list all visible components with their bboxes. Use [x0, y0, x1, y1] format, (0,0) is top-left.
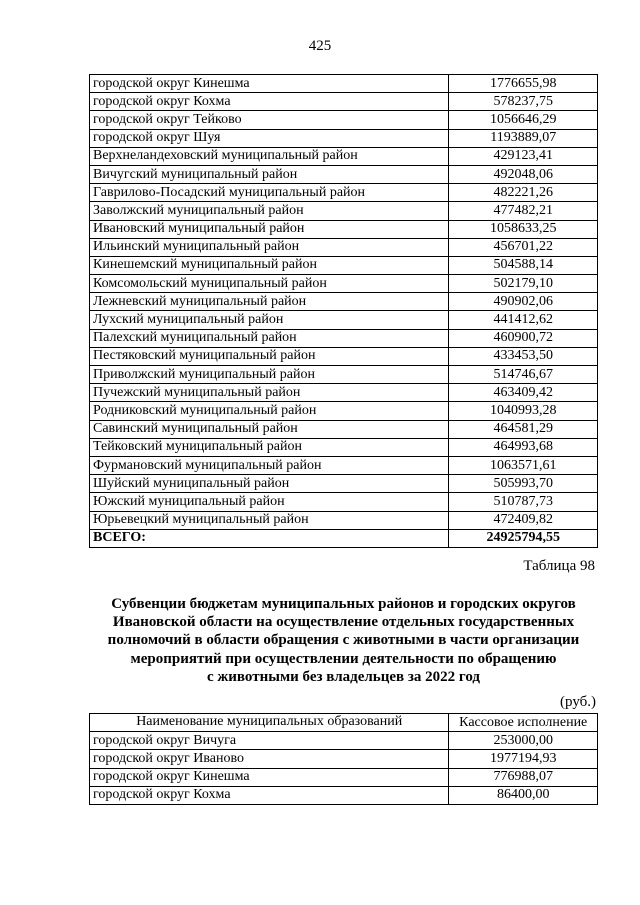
- table-row: [90, 238, 598, 256]
- amount-value: 463409,42: [449, 384, 598, 402]
- municipality-name: Лухский муниципальный район: [90, 311, 449, 329]
- municipality-name: Палехский муниципальный район: [90, 329, 449, 347]
- amount-value: 1063571,61: [449, 456, 598, 474]
- table-row: [90, 420, 598, 438]
- table-row: [90, 184, 598, 202]
- column-header-value: Кассовое исполнение: [449, 714, 598, 732]
- table-row: [90, 75, 598, 93]
- municipality-name: городской округ Тейково: [90, 111, 449, 129]
- municipality-name: Ивановский муниципальный район: [90, 220, 449, 238]
- municipality-name: городской округ Кохма: [90, 786, 449, 804]
- table-row: [90, 111, 598, 129]
- table-row: [90, 402, 598, 420]
- table-row: [90, 129, 598, 147]
- page-number: 425: [308, 38, 332, 54]
- municipality-name: Шуйский муниципальный район: [90, 475, 449, 493]
- table-row: [90, 384, 598, 402]
- table-row: [90, 202, 598, 220]
- municipality-name: городской округ Иваново: [90, 750, 449, 768]
- municipality-name: городской округ Кинешма: [90, 75, 449, 93]
- table-row: [90, 768, 598, 786]
- heading-line: с животными без владельцев за 2022 год: [207, 668, 480, 685]
- amount-value: 86400,00: [449, 786, 598, 804]
- heading-line: Субвенции бюджетам муниципальных районов и городских округов: [111, 596, 576, 612]
- municipality-name: Верхнеландеховский муниципальный район: [90, 147, 449, 165]
- table-header-row: [90, 714, 598, 732]
- municipality-name: Ильинский муниципальный район: [90, 238, 449, 256]
- amount-value: 490902,06: [449, 293, 598, 311]
- column-header-name: Наименование муниципальных образований: [90, 714, 449, 732]
- amount-value: 477482,21: [449, 202, 598, 220]
- table-row: [90, 438, 598, 456]
- municipality-name: Фурмановский муниципальный район: [90, 456, 449, 474]
- municipality-name: Савинский муниципальный район: [90, 420, 449, 438]
- amount-value: 492048,06: [449, 165, 598, 183]
- municipality-name: городской округ Шуя: [90, 129, 449, 147]
- table-row: [90, 93, 598, 111]
- amount-value: 464581,29: [449, 420, 598, 438]
- amount-value: 504588,14: [449, 256, 598, 274]
- municipality-name: городской округ Кинешма: [90, 768, 449, 786]
- table-row: [90, 347, 598, 365]
- municipality-name: Приволжский муниципальный район: [90, 366, 449, 384]
- amount-value: 776988,07: [449, 768, 598, 786]
- table-row: [90, 786, 598, 804]
- municipality-name: Родниковский муниципальный район: [90, 402, 449, 420]
- amount-value: 429123,41: [449, 147, 598, 165]
- amount-value: 441412,62: [449, 311, 598, 329]
- table-row: [90, 311, 598, 329]
- amount-value: 514746,67: [449, 366, 598, 384]
- total-label: ВСЕГО:: [90, 529, 449, 547]
- subsidy-table-continued: [89, 74, 598, 548]
- table-row: [90, 493, 598, 511]
- table-row: [90, 256, 598, 274]
- unit-label: (руб.): [560, 694, 596, 710]
- municipality-name: Юрьевецкий муниципальный район: [90, 511, 449, 529]
- municipality-name: городской округ Вичуга: [90, 732, 449, 750]
- table-row: [90, 511, 598, 529]
- municipality-name: Вичугский муниципальный район: [90, 165, 449, 183]
- municipality-name: Пучежский муниципальный район: [90, 384, 449, 402]
- municipality-name: Пестяковский муниципальный район: [90, 347, 449, 365]
- municipality-name: Лежневский муниципальный район: [90, 293, 449, 311]
- table-row: [90, 732, 598, 750]
- table-row: [90, 475, 598, 493]
- amount-value: 510787,73: [449, 493, 598, 511]
- municipality-name: Заволжский муниципальный район: [90, 202, 449, 220]
- table-row: [90, 275, 598, 293]
- municipality-name: Тейковский муниципальный район: [90, 438, 449, 456]
- municipality-name: городской округ Кохма: [90, 93, 449, 111]
- total-row: [90, 529, 598, 547]
- total-value: 24925794,55: [449, 529, 598, 547]
- table-row: [90, 220, 598, 238]
- heading-line: Ивановской области на осуществление отдельных государственных: [112, 614, 575, 631]
- amount-value: 1058633,25: [449, 220, 598, 238]
- table-row: [90, 147, 598, 165]
- amount-value: 482221,26: [449, 184, 598, 202]
- table-label: Таблица 98: [523, 558, 595, 574]
- municipality-name: Южский муниципальный район: [90, 493, 449, 511]
- table-row: [90, 366, 598, 384]
- municipality-name: Комсомольский муниципальный район: [90, 275, 449, 293]
- amount-value: 502179,10: [449, 275, 598, 293]
- amount-value: 472409,82: [449, 511, 598, 529]
- amount-value: 1040993,28: [449, 402, 598, 420]
- heading-line: полномочий в области обращения с животными в части организации: [107, 632, 580, 649]
- heading-line: мероприятий при осуществлении деятельности по обращению: [130, 650, 557, 667]
- table-row: [90, 165, 598, 183]
- table-heading: [89, 595, 598, 686]
- amount-value: 578237,75: [449, 93, 598, 111]
- table-row: [90, 750, 598, 768]
- amount-value: 253000,00: [449, 732, 598, 750]
- municipality-name: Кинешемский муниципальный район: [90, 256, 449, 274]
- amount-value: 1193889,07: [449, 129, 598, 147]
- table-row: [90, 293, 598, 311]
- amount-value: 505993,70: [449, 475, 598, 493]
- amount-value: 433453,50: [449, 347, 598, 365]
- table-row: [90, 456, 598, 474]
- table-row: [90, 329, 598, 347]
- amount-value: 456701,22: [449, 238, 598, 256]
- animal-subvention-table: [89, 713, 598, 805]
- amount-value: 1056646,29: [449, 111, 598, 129]
- amount-value: 1977194,93: [449, 750, 598, 768]
- amount-value: 1776655,98: [449, 75, 598, 93]
- amount-value: 460900,72: [449, 329, 598, 347]
- amount-value: 464993,68: [449, 438, 598, 456]
- municipality-name: Гаврилово-Посадский муниципальный район: [90, 184, 449, 202]
